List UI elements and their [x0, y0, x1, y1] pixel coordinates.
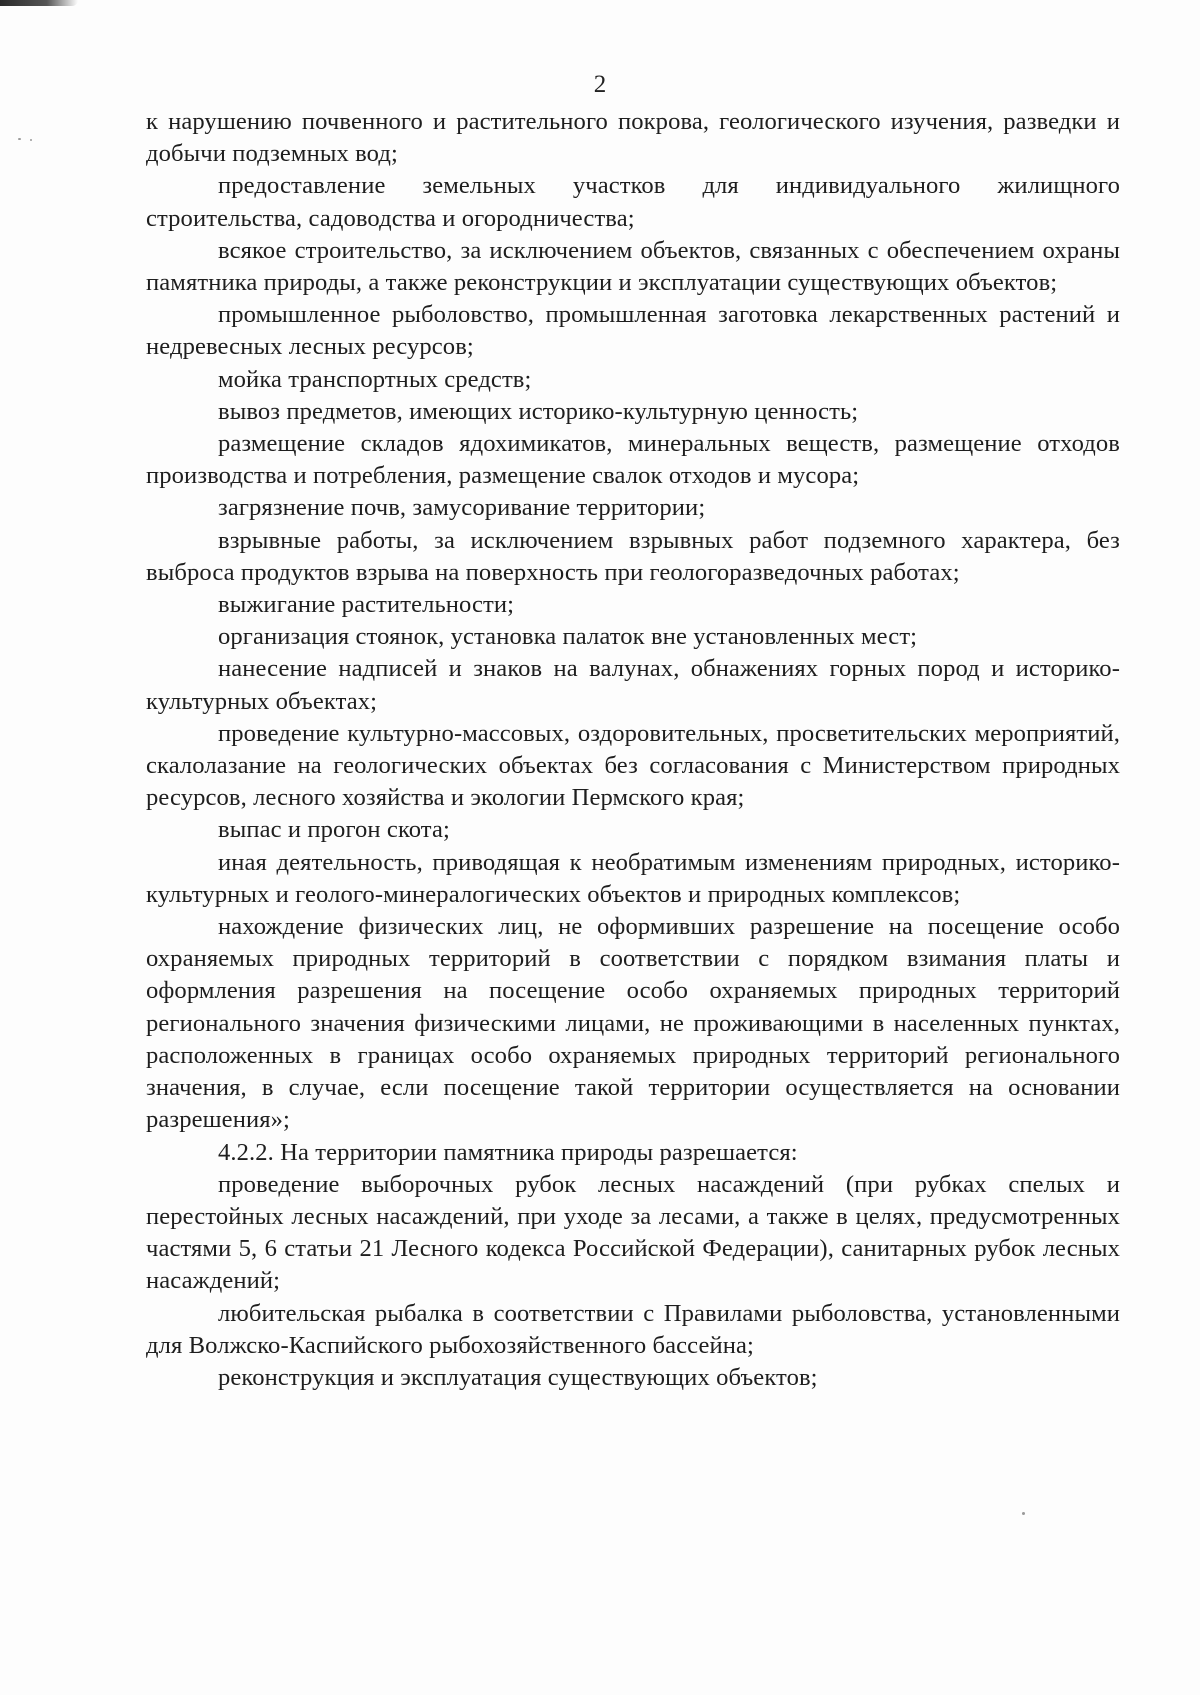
paragraph: вывоз предметов, имеющих историко-культурную ценность;: [218, 397, 859, 425]
paragraph: нахождение физических лиц, не оформивших разрешение на посещение особо охраняемых природных территорий в соответствии с порядком взимания платы и оформления разрешения на посещение особо охраняемых природных территорий регионального значения физическими лицами, не проживающими в населенных пунктах, расположенных в границах особо охраняемых природных территорий регионального значения, в случае, если посещение такой территории осуществляется на основании разрешения»;: [146, 913, 1120, 1134]
paragraph: выжигание растительности;: [218, 591, 515, 619]
paragraph: реконструкция и эксплуатация существующих объектов;: [218, 1363, 818, 1391]
scan-speck: [18, 138, 21, 140]
paragraph: промышленное рыболовство, промышленная заготовка лекарственных растений и недревесных лесных ресурсов;: [146, 301, 1120, 361]
paragraph: выпас и прогон скота;: [218, 816, 450, 844]
paragraph: любительская рыбалка в соответствии с Правилами рыболовства, установленными для Волжско-Каспийского рыбохозяйственного бассейна;: [146, 1299, 1120, 1359]
paragraph: взрывные работы, за исключением взрывных работ подземного характера, без выброса продуктов взрыва на поверхность при геологоразведочных работах;: [146, 526, 1120, 586]
paragraph: загрязнение почв, замусоривание территории;: [218, 494, 706, 522]
paragraph: предоставление земельных участков для индивидуального жилищного строительства, садоводства и огородничества;: [146, 172, 1120, 232]
section-heading: 4.2.2. На территории памятника природы разрешается:: [218, 1138, 798, 1166]
paragraph: организация стоянок, установка палаток вне установленных мест;: [218, 623, 918, 651]
paragraph: проведение культурно-массовых, оздоровительных, просветительских мероприятий, скалолазание на геологических объектах без согласования с Министерством природных ресурсов, лесного хозяйства и экологии Пермского края;: [146, 719, 1120, 812]
paragraph: проведение выборочных рубок лесных насаждений (при рубках спелых и перестойных лесных насаждений, при уходе за лесами, а также в целях, предусмотренных частями 5, 6 статьи 21 Лесного кодекса Российской Федерации), санитарных рубок лесных насаждений;: [146, 1170, 1120, 1295]
paragraph: нанесение надписей и знаков на валунах, обнажениях горных пород и историко-культурных объектах;: [146, 655, 1120, 715]
paragraph: иная деятельность, приводящая к необратимым изменениям природных, историко-культурных и геолого-минералогических объектов и природных комплексов;: [146, 848, 1120, 908]
paragraph: к нарушению почвенного и растительного покрова, геологического изучения, разведки и добычи подземных вод;: [146, 108, 1120, 168]
scan-speck: [1022, 1512, 1025, 1515]
scan-speck: [30, 139, 32, 141]
paragraph: мойка транспортных средств;: [218, 365, 532, 393]
paragraph: всякое строительство, за исключением объектов, связанных с обеспечением охраны памятника природы, а также реконструкции и эксплуатации существующих объектов;: [146, 236, 1120, 297]
page-number: 2: [593, 71, 607, 98]
scan-edge-mark: [0, 0, 78, 6]
document-body: [146, 106, 1120, 1394]
paragraph: размещение складов ядохимикатов, минеральных веществ, размещение отходов производства и потребления, размещение свалок отходов и мусора;: [146, 430, 1120, 490]
